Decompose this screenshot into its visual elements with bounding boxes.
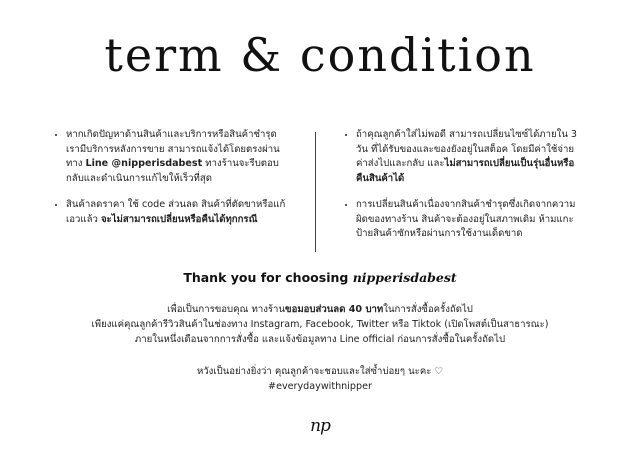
term-text: ทางร้านจะรีบตอบกลับและดำเนินการแก้ไขให้เร็วที่สุด xyxy=(66,158,279,184)
brand-logo: np xyxy=(310,416,330,436)
term-emphasis: จะไม่สามารถเปลี่ยนหรือคืนได้ทุกกรณี xyxy=(100,213,258,225)
promo-block xyxy=(0,302,640,347)
page-title: term & condition xyxy=(104,28,536,82)
promo-line-3: ภายในหนึ่งเดือนจากการสั่งซื้อ และแจ้งข้อมูลทาง Line official ก่อนการสั่งซื้อในครั้งถัดไป xyxy=(134,334,506,345)
closing-message: หวังเป็นอย่างยิ่งว่า คุณลูกค้าจะชอบและใส่ซ้ำบ่อยๆ นะคะ ♡ xyxy=(196,366,444,377)
promo-line-1 xyxy=(0,302,640,317)
brand-name: nipperisdabest xyxy=(352,270,457,285)
term-text: ถ้าคุณลูกค้าใส่ไม่พอดี สามารถเปลี่ยนไซซ์ได้ภายใน 3 วัน ที่ได้รับของและของยังอยู่ในสต็อค โดยมีค่าใช้จ่ายค่าส่งไปและกลับ และ xyxy=(356,129,578,169)
term-text: การเปลี่ยนสินค้าเนื่องจากสินค้าชำรุดซึ่งเกิดจากความผิดของทางร้าน สินค้าจะต้องอยู่ในสภาพเดิม ห้ามแกะป้ายสินค้าซักหรือผ่านการใช้งานเด็ดขาด xyxy=(356,199,576,239)
promo-discount: ขอมอบส่วนลด 40 บาท xyxy=(285,304,384,315)
thank-you-heading xyxy=(0,270,640,285)
term-text: หากเกิดปัญหาด้านสินค้าและบริการหรือสินค้าชำรุด เรามีบริการหลังการขาย สามารถแจ้งได้โดยตรงผ่านทาง xyxy=(66,129,280,169)
term-item-discount-items xyxy=(66,198,292,227)
hashtag: #everydaywithnipper xyxy=(268,381,372,392)
term-emphasis: ไม่สามารถเปลี่ยนเป็นรุ่นอื่นหรือคืนสินค้าได้ xyxy=(356,158,575,184)
thank-you-prefix: Thank you for choosing xyxy=(183,270,353,285)
column-divider xyxy=(315,132,316,252)
term-item-after-sales xyxy=(66,128,292,186)
promo-text: เพื่อเป็นการขอบคุณ ทางร้าน xyxy=(167,304,286,315)
promo-text: ในการสั่งซื้อครั้งถัดไป xyxy=(383,304,473,315)
term-item-size-exchange xyxy=(356,128,582,186)
term-line-account: Line @nipperisdabest xyxy=(85,158,203,169)
promo-line-2: เพียงแค่คุณลูกค้ารีวิวสินค้าในช่องทาง Instagram, Facebook, Twitter หรือ Tiktok (เปิดโพสต์เป็นสาธารณะ) xyxy=(91,319,549,330)
term-text: สินค้าลดราคา ใช้ code ส่วนลด สินค้าที่ตัดขาหรือแก้เอวแล้ว xyxy=(66,199,286,225)
term-item-defect-exchange xyxy=(356,198,582,242)
closing-block xyxy=(0,364,640,394)
terms-left-column xyxy=(52,128,292,239)
terms-right-column xyxy=(342,128,582,254)
